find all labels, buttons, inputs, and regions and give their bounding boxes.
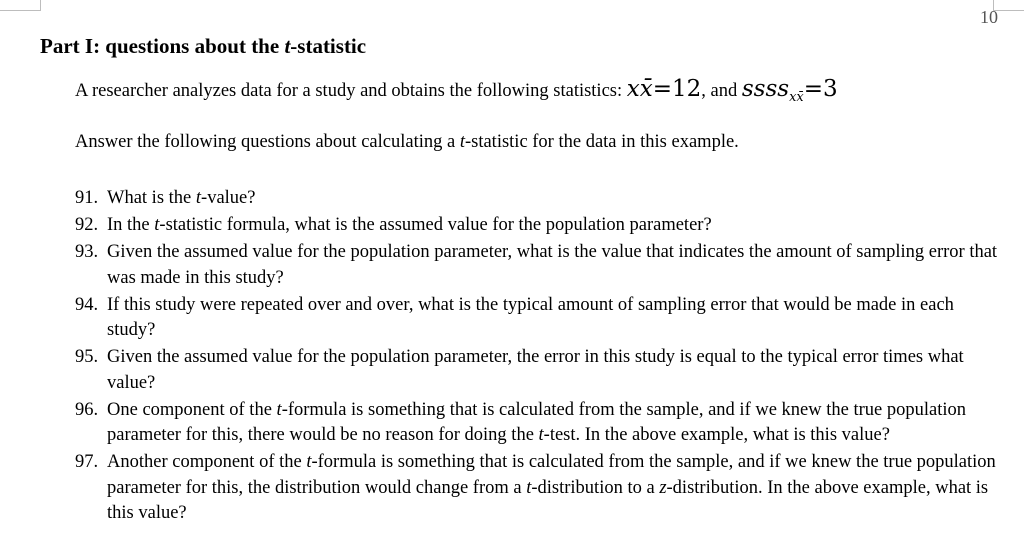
mean-value: =12 bbox=[652, 76, 702, 102]
question-text bbox=[107, 186, 1005, 212]
question-italic-symbol: z bbox=[659, 477, 667, 498]
question-text-part: -statistic formula, what is the assumed value for the population parameter? bbox=[159, 215, 712, 235]
heading-prefix: Part I: questions about the bbox=[40, 34, 285, 58]
intro-paragraph bbox=[75, 76, 838, 105]
question-text-part: Given the assumed value for the population parameter, the error in this study is equal to the typical error times what value? bbox=[107, 347, 964, 393]
section-heading bbox=[40, 34, 366, 59]
intro-text: A researcher analyzes data for a study and obtains the following statistics: bbox=[75, 81, 627, 101]
question-text bbox=[107, 213, 1005, 239]
question-item bbox=[75, 293, 1005, 344]
question-item bbox=[75, 213, 1005, 239]
question-item bbox=[75, 186, 1005, 212]
question-number: 91. bbox=[75, 188, 99, 208]
standard-error-value: =3 bbox=[803, 76, 838, 102]
instruction-after: -statistic for the data in this example. bbox=[464, 132, 739, 152]
instruction-paragraph bbox=[75, 132, 739, 153]
question-italic-symbol: t bbox=[276, 399, 282, 420]
question-text bbox=[107, 293, 1005, 344]
question-text-part: One component of the bbox=[107, 399, 277, 420]
question-text-part: -formula is something that is calculated from the sample, and if we knew the true population parameter for this, the distribution would change from a bbox=[107, 452, 996, 498]
question-number: 97. bbox=[75, 452, 99, 472]
question-item bbox=[75, 345, 1005, 396]
question-italic-symbol: t bbox=[306, 452, 312, 472]
question-text-part: -distribution. In the above example, what is this value? bbox=[107, 477, 989, 523]
intro-joiner: , and bbox=[701, 81, 742, 101]
standard-error-statistic bbox=[741, 76, 838, 105]
question-text bbox=[107, 398, 1005, 449]
question-text bbox=[107, 345, 1005, 396]
question-text-part: -formula is something that is calculated from the sample, and if we knew the true population parameter for this, there would be no reason for doing the bbox=[107, 399, 966, 445]
question-italic-symbol: t bbox=[195, 188, 202, 208]
page-corner-mark-left bbox=[0, 0, 41, 11]
question-text-part: -value? bbox=[201, 188, 256, 208]
question-text bbox=[107, 240, 1005, 291]
instruction-italic-t: t bbox=[459, 132, 465, 152]
standard-error-subscript: xx̄ bbox=[789, 90, 804, 105]
question-text-part: -distribution to a bbox=[531, 477, 660, 498]
question-item bbox=[75, 240, 1005, 291]
question-number: 95. bbox=[75, 347, 99, 367]
question-number: 96. bbox=[75, 399, 99, 420]
page-number: 10 bbox=[980, 7, 998, 27]
question-italic-symbol: t bbox=[538, 425, 544, 445]
question-text-part: Given the assumed value for the population parameter, what is the value that indicates the amount of sampling error that was made in this study? bbox=[107, 242, 998, 288]
question-italic-symbol: t bbox=[154, 215, 160, 235]
question-text-part: -test. In the above example, what is this value? bbox=[543, 425, 890, 445]
mean-statistic bbox=[627, 76, 702, 102]
standard-error-symbol: ssss bbox=[741, 76, 790, 102]
question-text-part: What is the bbox=[107, 188, 196, 208]
question-item bbox=[75, 450, 1005, 527]
question-text-part: If this study were repeated over and over, what is the typical amount of sampling error that would be made in each study? bbox=[107, 294, 954, 340]
question-item bbox=[75, 398, 1005, 449]
question-list bbox=[75, 186, 1005, 528]
heading-italic-t: t bbox=[284, 34, 291, 58]
heading-suffix: -statistic bbox=[290, 34, 367, 58]
question-number: 92. bbox=[75, 215, 99, 235]
question-number: 94. bbox=[75, 294, 99, 315]
question-italic-symbol: t bbox=[526, 477, 532, 498]
question-text-part: Another component of the bbox=[107, 452, 307, 472]
question-text bbox=[107, 450, 1005, 527]
question-text-part: In the bbox=[107, 215, 155, 235]
question-number: 93. bbox=[75, 242, 99, 262]
instruction-before: Answer the following questions about calculating a bbox=[75, 132, 460, 152]
mean-symbol: xx̄ bbox=[626, 76, 653, 102]
